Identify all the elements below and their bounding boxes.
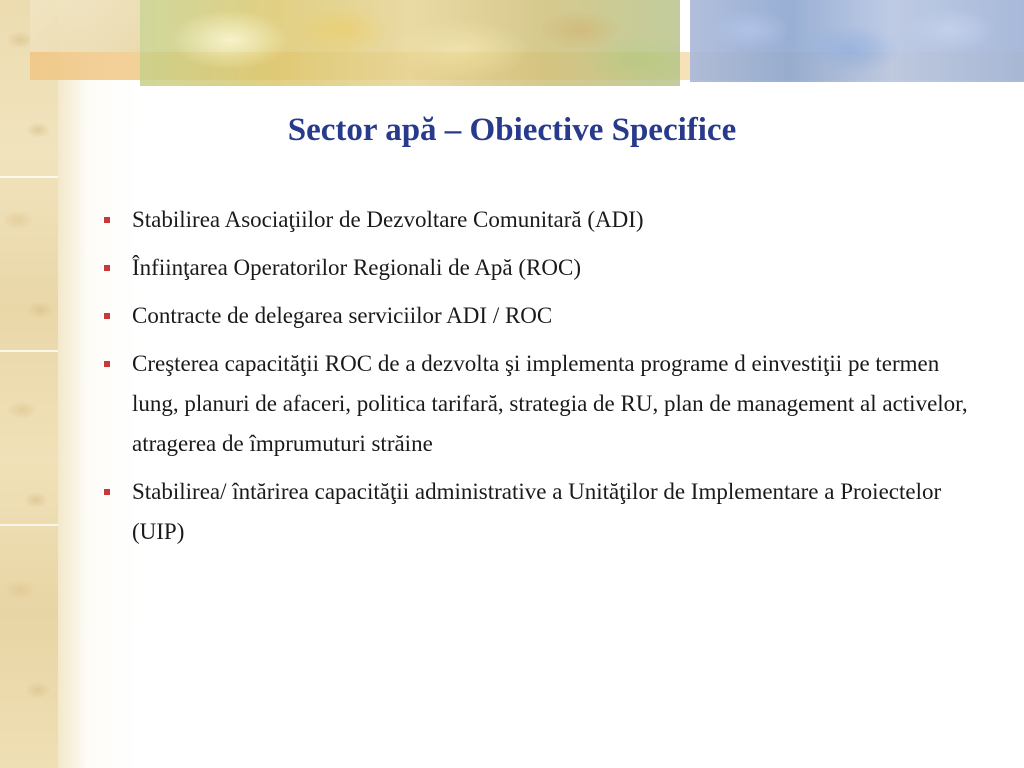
- bullet-square-icon: [104, 361, 110, 367]
- band-divider: [0, 524, 58, 526]
- list-item: [100, 472, 980, 552]
- bullet-square-icon: [104, 265, 110, 271]
- band-divider: [0, 350, 58, 352]
- list-item: [100, 200, 980, 240]
- list-item-text: Stabilirea Asociaţiilor de Dezvoltare Comunitară (ADI): [132, 207, 644, 232]
- list-item-text: Stabilirea/ întărirea capacităţii administrative a Unităţilor de Implementare a Proiectelor (UIP): [132, 479, 942, 544]
- bullet-square-icon: [104, 217, 110, 223]
- banner-leaf-image: [140, 0, 680, 86]
- bullet-square-icon: [104, 313, 110, 319]
- slide-title: Sector apă – Obiective Specifice: [287, 112, 737, 148]
- list-item-text: Înfiinţarea Operatorilor Regionali de Apă (ROC): [132, 255, 581, 280]
- list-item-text: Contracte de delegarea serviciilor ADI / ROC: [132, 303, 553, 328]
- list-item: [100, 296, 980, 336]
- list-item: [100, 248, 980, 288]
- banner-tan-block: [30, 0, 140, 52]
- list-item: [100, 344, 980, 464]
- top-decorative-banner: [0, 0, 1024, 90]
- bullet-list: [100, 200, 980, 560]
- bullet-square-icon: [104, 489, 110, 495]
- banner-blue-image: [690, 0, 1024, 82]
- band-divider: [0, 176, 58, 178]
- list-item-text: Creşterea capacităţii ROC de a dezvolta şi implementa programe d einvestiţii pe termen lung, planuri de afaceri, politica tarifară, strategia de RU, plan de management al activelor, atragerea de împrumuturi străine: [132, 351, 968, 456]
